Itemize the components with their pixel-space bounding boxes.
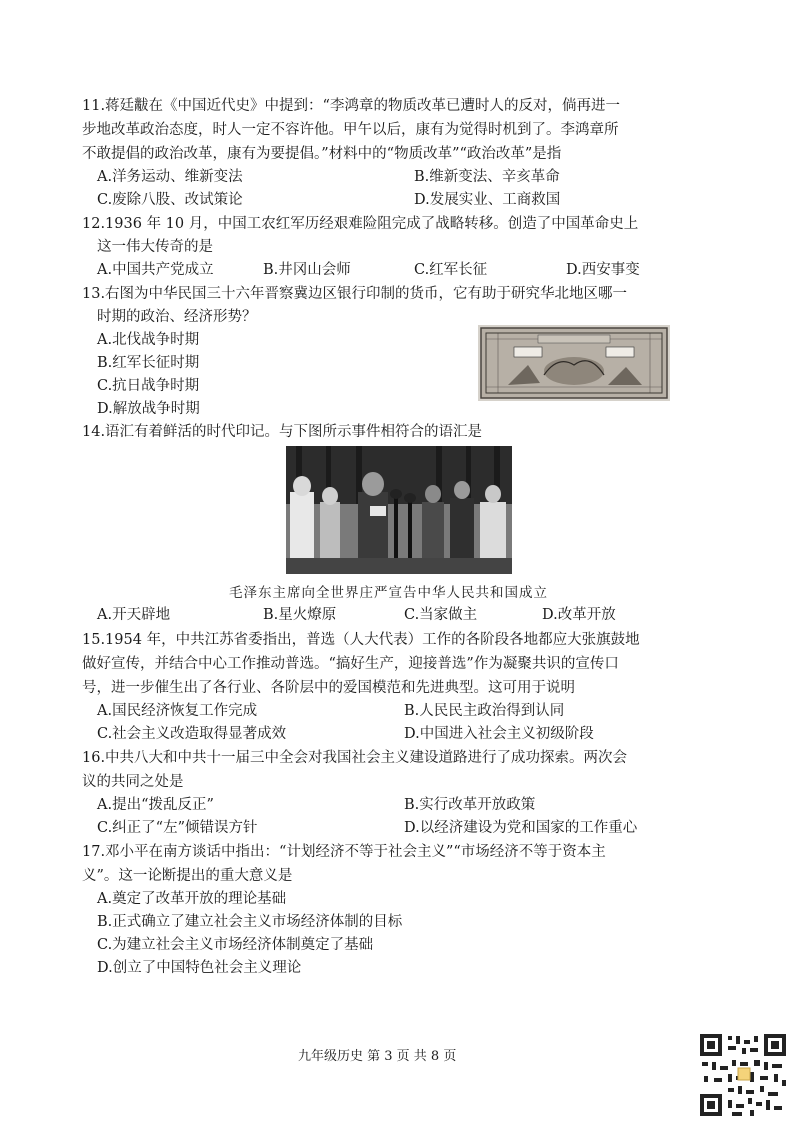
q15-option-d: D.中国进入社会主义初级阶段 <box>404 726 594 742</box>
q12-stem-line-1: 12.1936 年 10 月，中国工农红军历经艰难险阻完成了战略转移。创造了中国革命史上 <box>82 216 639 232</box>
q17-option-b: B.正式确立了建立社会主义市场经济体制的目标 <box>97 914 403 930</box>
q13-stem-line-2: 时期的政治、经济形势？ <box>97 309 257 325</box>
q14-option-a: A.开天辟地 <box>97 607 171 623</box>
q13-option-c: C.抗日战争时期 <box>97 378 200 394</box>
q17-option-c: C.为建立社会主义市场经济体制奠定了基础 <box>97 937 374 953</box>
q13-stem-line-1: 13.右图为中华民国三十六年晋察冀边区银行印制的货币，它有助于研究华北地区哪一 <box>82 286 628 302</box>
q11-stem-line-3: 不敢提倡的政治改革，康有为要提倡。”材料中的“物质改革”“政治改革”是指 <box>82 146 562 162</box>
q17-option-a: A.奠定了改革开放的理论基础 <box>97 891 287 907</box>
banknote-image <box>478 325 670 401</box>
q11-stem-line-2: 步地改革政治态度，时人一定不容许他。甲午以后，康有为觉得时机到了。李鸿章所 <box>82 122 619 138</box>
q13-option-b: B.红军长征时期 <box>97 355 200 371</box>
q12-option-c: C.红军长征 <box>414 262 488 278</box>
founding-ceremony-photo <box>286 446 512 574</box>
page-footer: 九年级历史 第 3 页 共 8 页 <box>298 1049 457 1064</box>
q15-option-b: B.人民民主政治得到认同 <box>404 703 565 719</box>
q15-stem-line-1: 15.1954 年，中共江苏省委指出，普选（人大代表）工作的各阶段各地都应大张旗鼓地 <box>82 632 640 648</box>
qr-code <box>698 1032 788 1118</box>
q14-stem-line-1: 14.语汇有着鲜活的时代印记。与下图所示事件相符合的语汇是 <box>82 424 483 440</box>
q12-option-a: A.中国共产党成立 <box>97 262 214 278</box>
q14-option-b: B.星火燎原 <box>263 607 337 623</box>
q12-stem-line-2: 这一伟大传奇的是 <box>97 239 213 255</box>
q16-option-d: D.以经济建设为党和国家的工作重心 <box>404 820 638 836</box>
q16-option-c: C.纠正了“左”倾错误方针 <box>97 820 258 836</box>
q14-option-c: C.当家做主 <box>404 607 478 623</box>
q17-option-d: D.创立了中国特色社会主义理论 <box>97 960 302 976</box>
q15-stem-line-3: 号，进一步催生出了各行业、各阶层中的爱国模范和先进典型。这可用于说明 <box>82 680 575 696</box>
q13-option-a: A.北伐战争时期 <box>97 332 200 348</box>
q17-stem-line-1: 17.邓小平在南方谈话中指出：“计划经济不等于社会主义”“市场经济不等于资本主 <box>82 844 606 860</box>
q11-option-c: C.废除八股、改试策论 <box>97 192 243 208</box>
q14-option-d: D.改革开放 <box>542 607 616 623</box>
q11-stem-line-1: 11.蒋廷黻在《中国近代史》中提到：“李鸿章的物质改革已遭时人的反对，倘再进一 <box>82 98 620 114</box>
q11-option-b: B.维新变法、辛亥革命 <box>414 169 560 185</box>
q13-option-d: D.解放战争时期 <box>97 401 200 417</box>
q12-option-b: B.井冈山会师 <box>263 262 351 278</box>
q15-stem-line-2: 做好宣传，并结合中心工作推动普选。“搞好生产，迎接普选”作为凝聚共识的宣传口 <box>82 656 619 672</box>
q15-option-a: A.国民经济恢复工作完成 <box>97 703 258 719</box>
q16-stem-line-2: 议的共同之处是 <box>82 774 184 790</box>
q16-stem-line-1: 16.中共八大和中共十一届三中全会对我国社会主义建设道路进行了成功探索。两次会 <box>82 750 628 766</box>
q16-option-b: B.实行改革开放政策 <box>404 797 536 813</box>
q11-option-a: A.洋务运动、维新变法 <box>97 169 243 185</box>
photo-caption: 毛泽东主席向全世界庄严宣告中华人民共和国成立 <box>229 585 548 601</box>
q17-stem-line-2: 义”。这一论断提出的重大意义是 <box>82 868 293 884</box>
q16-option-a: A.提出“拨乱反正” <box>97 797 214 813</box>
q11-option-d: D.发展实业、工商救国 <box>414 192 561 208</box>
q15-option-c: C.社会主义改造取得显著成效 <box>97 726 287 742</box>
q12-option-d: D.西安事变 <box>566 262 640 278</box>
